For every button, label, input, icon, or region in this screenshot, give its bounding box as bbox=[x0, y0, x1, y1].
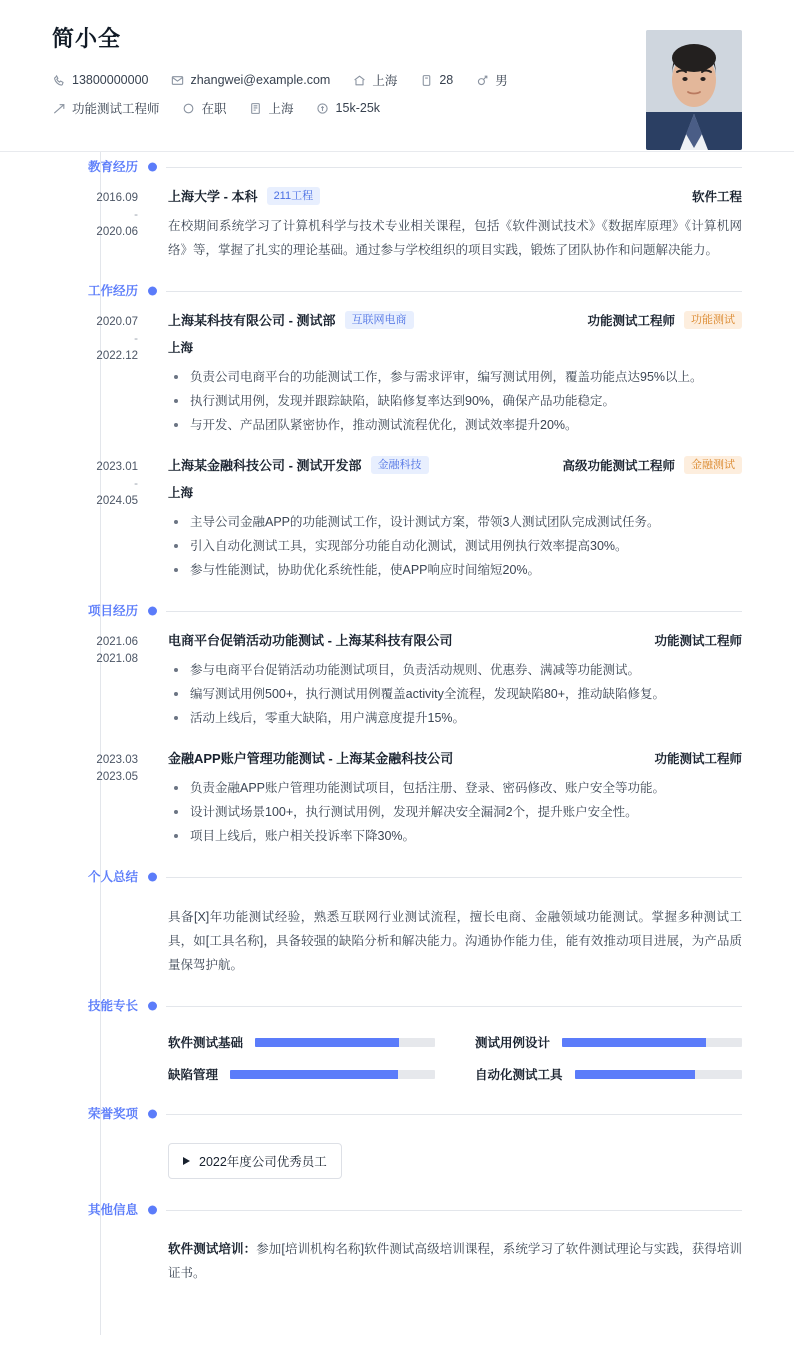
date-separator: - bbox=[134, 209, 138, 221]
date-start: 2023.03 bbox=[96, 754, 138, 766]
timeline-dot bbox=[148, 873, 157, 882]
section-summary bbox=[87, 862, 742, 991]
position-tag: 金融测试 bbox=[684, 456, 742, 474]
entry-right bbox=[587, 311, 742, 329]
date-end: 2021.08 bbox=[96, 653, 138, 665]
home-icon bbox=[352, 73, 366, 87]
award-label: 2022年度公司优秀员工 bbox=[199, 1155, 327, 1169]
section-education bbox=[87, 152, 742, 276]
date-separator: - bbox=[134, 478, 138, 490]
project-entry bbox=[96, 626, 742, 744]
salary-value: 15k-25k bbox=[335, 101, 381, 115]
list-item: 编写测试用例500+，执行测试用例覆盖activity全流程，发现缺陷80+，推动缺陷修复。 bbox=[186, 682, 742, 706]
resume-body bbox=[0, 152, 794, 1335]
page-title: 简小全 bbox=[52, 26, 122, 51]
list-item: 与开发、产品团队紧密协作，推动测试流程优化，测试效率提升20%。 bbox=[186, 413, 742, 437]
section-title-education: 教育经历 bbox=[87, 160, 138, 174]
entry-left bbox=[168, 310, 414, 329]
job-title-value: 功能测试工程师 bbox=[72, 102, 160, 116]
project-role: 功能测试工程师 bbox=[654, 751, 742, 766]
education-description: 在校期间系统学习了计算机科学与技术专业相关课程，包括《软件测试技术》《数据库原理》《计算机网络》等，掌握了扎实的理论基础。通过参与学校组织的项目实践，锻炼了团队协作和问题解决能力。 bbox=[168, 219, 742, 257]
phone-icon bbox=[52, 73, 66, 87]
list-item: 项目上线后，账户相关投诉率下降30%。 bbox=[186, 824, 742, 848]
list-item: 负责金融APP账户管理功能测试项目，包括注册、登录、密码修改、账户安全等功能。 bbox=[186, 776, 742, 800]
skill-progress-fill bbox=[575, 1070, 696, 1079]
location-icon bbox=[249, 101, 263, 115]
age-icon bbox=[419, 73, 433, 87]
industry-tag: 互联网电商 bbox=[345, 311, 414, 329]
skill-progress-track bbox=[562, 1038, 742, 1047]
section-header bbox=[87, 152, 742, 182]
date-end: 2020.06 bbox=[96, 226, 138, 238]
project-name: 金融APP账户管理功能测试 - 上海某金融科技公司 bbox=[168, 751, 454, 766]
skill-item bbox=[475, 1033, 742, 1051]
company-name: 上海某科技有限公司 - 测试部 bbox=[168, 313, 336, 328]
list-item: 执行测试用例，发现并跟踪缺陷，缺陷修复率达到90%，确保产品功能稳定。 bbox=[186, 389, 742, 413]
section-divider bbox=[166, 1006, 742, 1007]
entry-title-row bbox=[168, 630, 742, 649]
skill-progress-track bbox=[575, 1070, 742, 1079]
entry-date-range bbox=[52, 190, 138, 241]
briefcase-icon bbox=[52, 101, 66, 115]
contact-gender bbox=[475, 71, 508, 89]
section-title-projects: 项目经历 bbox=[87, 604, 138, 618]
date-end: 2022.12 bbox=[96, 350, 138, 362]
date-start: 2016.09 bbox=[96, 192, 138, 204]
contact-age bbox=[419, 73, 453, 87]
skill-progress-fill bbox=[230, 1070, 398, 1079]
section-header bbox=[87, 862, 742, 892]
date-separator: - bbox=[134, 333, 138, 345]
section-divider bbox=[166, 1210, 742, 1211]
contact-phone bbox=[52, 73, 148, 87]
section-projects bbox=[87, 596, 742, 862]
project-bullets bbox=[168, 658, 742, 730]
timeline-dot bbox=[148, 1002, 157, 1011]
job-status bbox=[182, 99, 227, 117]
skill-item bbox=[168, 1033, 435, 1051]
position-tag: 功能测试 bbox=[684, 311, 742, 329]
date-start: 2021.06 bbox=[96, 636, 138, 648]
other-info-body bbox=[152, 1225, 742, 1295]
school-name: 上海大学 - 本科 bbox=[168, 189, 258, 204]
work-bullets bbox=[168, 365, 742, 437]
work-entry bbox=[96, 451, 742, 596]
skill-label: 自动化测试工具 bbox=[475, 1068, 563, 1082]
section-header bbox=[87, 596, 742, 626]
contact-row-primary bbox=[52, 71, 742, 89]
entry-left bbox=[168, 748, 453, 767]
gender-icon bbox=[475, 73, 489, 87]
summary-text: 具备[X]年功能测试经验，熟悉互联网行业测试流程，擅长电商、金融领域功能测试。掌握多种测试工具，如[工具名称]，具备较强的缺陷分析和解决能力。沟通协作能力佳，能有效推动项目进展，为产品质量保驾护航。 bbox=[168, 910, 742, 972]
list-item: 参与性能测试，协助优化系统性能，使APP响应时间缩短20%。 bbox=[186, 558, 742, 582]
contact-age-value: 28 bbox=[439, 73, 454, 87]
major-name: 软件工程 bbox=[691, 189, 742, 204]
status-icon bbox=[182, 101, 196, 115]
entry-date-range bbox=[52, 752, 138, 786]
section-title-summary: 个人总结 bbox=[87, 870, 138, 884]
skill-progress-track bbox=[255, 1038, 435, 1047]
skill-progress-fill bbox=[562, 1038, 706, 1047]
project-role: 功能测试工程师 bbox=[654, 633, 742, 648]
contact-row-secondary bbox=[52, 99, 742, 117]
skill-item bbox=[168, 1065, 435, 1083]
awards-list bbox=[152, 1129, 742, 1195]
entry-right bbox=[654, 749, 742, 767]
section-header bbox=[87, 991, 742, 1021]
skills-grid bbox=[152, 1021, 742, 1099]
list-item: 负责公司电商平台的功能测试工作，参与需求评审，编写测试用例，覆盖功能点达95%以上。 bbox=[186, 365, 742, 389]
list-item: 设计测试场景100+，执行测试用例，发现并解决安全漏洞2个，提升账户安全性。 bbox=[186, 800, 742, 824]
entry-date-range bbox=[52, 634, 138, 668]
entry-left bbox=[168, 186, 320, 205]
work-location-value: 上海 bbox=[268, 102, 294, 116]
contact-gender-value: 男 bbox=[495, 74, 508, 88]
section-awards bbox=[87, 1099, 742, 1195]
company-name: 上海某金融科技公司 - 测试开发部 bbox=[168, 458, 362, 473]
section-divider bbox=[166, 611, 742, 612]
section-title-skills: 技能专长 bbox=[87, 999, 138, 1013]
skill-progress-track bbox=[230, 1070, 435, 1079]
entry-left bbox=[168, 455, 429, 474]
section-header bbox=[87, 276, 742, 306]
play-triangle-icon bbox=[183, 1157, 190, 1165]
section-title-awards: 荣誉奖项 bbox=[87, 1107, 138, 1121]
skill-label: 测试用例设计 bbox=[475, 1036, 551, 1050]
contact-email-value: zhangwei@example.com bbox=[190, 73, 331, 87]
timeline-dot bbox=[148, 1110, 157, 1119]
summary-entry bbox=[152, 892, 742, 991]
list-item: 活动上线后，零重大缺陷，用户满意度提升15%。 bbox=[186, 706, 742, 730]
skill-item bbox=[475, 1065, 742, 1083]
timeline-dot bbox=[148, 287, 157, 296]
contact-city bbox=[352, 71, 397, 89]
section-other-info bbox=[87, 1195, 742, 1295]
timeline-dot bbox=[148, 1206, 157, 1215]
section-header bbox=[87, 1195, 742, 1225]
entry-left bbox=[168, 630, 453, 649]
contact-phone-value: 13800000000 bbox=[72, 73, 149, 87]
list-item: 引入自动化测试工具，实现部分功能自动化测试，测试用例执行效率提高30%。 bbox=[186, 534, 742, 558]
list-item: 参与电商平台促销活动功能测试项目，负责活动规则、优惠券、满减等功能测试。 bbox=[186, 658, 742, 682]
project-entry bbox=[96, 744, 742, 862]
list-item: 主导公司金融APP的功能测试工作，设计测试方案，带领3人测试团队完成测试任务。 bbox=[186, 510, 742, 534]
work-location bbox=[249, 99, 294, 117]
skill-progress-fill bbox=[255, 1038, 399, 1047]
resume-header bbox=[0, 0, 794, 152]
entry-title-row bbox=[168, 748, 742, 767]
training-label: 软件测试培训： bbox=[168, 1242, 257, 1256]
section-divider bbox=[166, 291, 742, 292]
date-end: 2023.05 bbox=[96, 771, 138, 783]
project-name: 电商平台促销活动功能测试 - 上海某科技有限公司 bbox=[168, 633, 453, 648]
award-item bbox=[168, 1143, 342, 1179]
work-city: 上海 bbox=[168, 341, 194, 355]
section-skills bbox=[87, 991, 742, 1099]
salary-icon bbox=[316, 101, 330, 115]
mail-icon bbox=[170, 73, 184, 87]
work-city: 上海 bbox=[168, 486, 194, 500]
work-entry bbox=[96, 306, 742, 451]
entry-title-row bbox=[168, 455, 742, 474]
date-start: 2020.07 bbox=[96, 316, 138, 328]
job-status-value: 在职 bbox=[201, 102, 227, 116]
position-name: 功能测试工程师 bbox=[587, 313, 675, 328]
training-paragraph bbox=[168, 1237, 742, 1285]
work-bullets bbox=[168, 510, 742, 582]
contact-email bbox=[170, 73, 330, 87]
training-text: 参加[培训机构名称]软件测试高级培训课程，系统学习了软件测试理论与实践，获得培训证书。 bbox=[168, 1242, 742, 1280]
section-header bbox=[87, 1099, 742, 1129]
avatar bbox=[646, 30, 742, 150]
education-entry bbox=[96, 182, 742, 276]
timeline-dot bbox=[148, 163, 157, 172]
section-title-other: 其他信息 bbox=[87, 1203, 138, 1217]
school-tag: 211工程 bbox=[267, 187, 321, 205]
date-end: 2024.05 bbox=[96, 495, 138, 507]
entry-date-range bbox=[52, 459, 138, 510]
entry-title-row bbox=[168, 186, 742, 205]
skill-label: 软件测试基础 bbox=[168, 1036, 244, 1050]
entry-date-range bbox=[52, 314, 138, 365]
section-divider bbox=[166, 1114, 742, 1115]
project-bullets bbox=[168, 776, 742, 848]
date-start: 2023.01 bbox=[96, 461, 138, 473]
job-title bbox=[52, 99, 160, 117]
entry-title-row bbox=[168, 310, 742, 329]
skill-label: 缺陷管理 bbox=[168, 1068, 219, 1082]
entry-right bbox=[562, 456, 742, 474]
timeline bbox=[87, 152, 742, 1295]
section-divider bbox=[166, 167, 742, 168]
section-title-work: 工作经历 bbox=[87, 284, 138, 298]
entry-right bbox=[692, 187, 742, 205]
entry-right bbox=[654, 631, 742, 649]
industry-tag: 金融科技 bbox=[371, 456, 429, 474]
section-work bbox=[87, 276, 742, 596]
position-name: 高级功能测试工程师 bbox=[562, 458, 675, 473]
section-divider bbox=[166, 877, 742, 878]
salary-expectation bbox=[316, 101, 380, 115]
contact-city-value: 上海 bbox=[372, 74, 398, 88]
timeline-dot bbox=[148, 607, 157, 616]
